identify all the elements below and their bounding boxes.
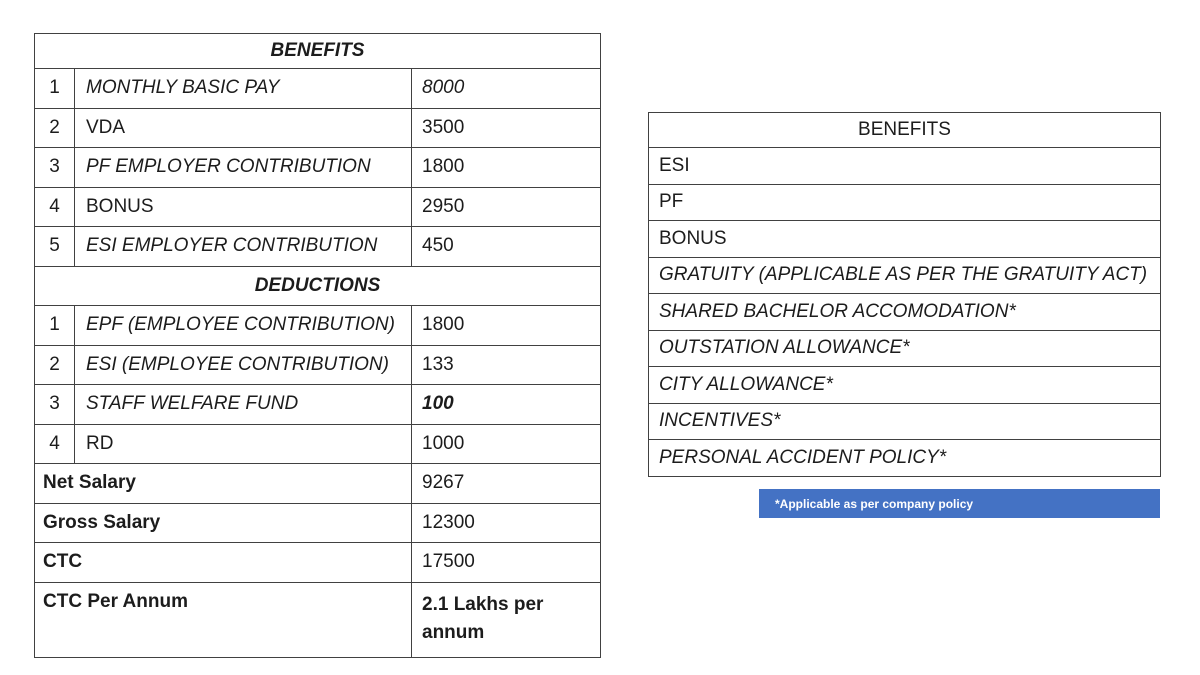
- benefit-item: ESI: [649, 148, 1161, 185]
- summary-value: [412, 582, 601, 657]
- row-number: 5: [35, 227, 75, 267]
- benefit-item: PF: [649, 184, 1161, 221]
- row-value: 100: [412, 385, 601, 425]
- summary-value: 12300: [412, 503, 601, 543]
- row-label: STAFF WELFARE FUND: [75, 385, 412, 425]
- row-number: 4: [35, 187, 75, 227]
- table-row: [35, 34, 601, 69]
- row-value: 8000: [412, 69, 601, 109]
- summary-value: 9267: [412, 464, 601, 504]
- footnote-badge: [759, 489, 1160, 518]
- table-row: [35, 424, 601, 464]
- summary-value: 17500: [412, 543, 601, 583]
- table-row: [649, 440, 1161, 477]
- table-row: [35, 582, 601, 657]
- table-row: [649, 294, 1161, 331]
- benefit-item: INCENTIVES*: [649, 403, 1161, 440]
- table-row: [35, 69, 601, 109]
- table-row: [35, 266, 601, 306]
- row-value: 450: [412, 227, 601, 267]
- table-row: [35, 306, 601, 346]
- row-label: RD: [75, 424, 412, 464]
- row-label: ESI (EMPLOYEE CONTRIBUTION): [75, 345, 412, 385]
- row-label: VDA: [75, 108, 412, 148]
- row-number: 4: [35, 424, 75, 464]
- footnote-text: *Applicable as per company policy: [775, 496, 974, 511]
- row-label: PF EMPLOYER CONTRIBUTION: [75, 148, 412, 188]
- row-value: 1000: [412, 424, 601, 464]
- row-value: 1800: [412, 306, 601, 346]
- table-row: [35, 345, 601, 385]
- summary-label: CTC Per Annum: [35, 582, 412, 657]
- benefit-item: CITY ALLOWANCE*: [649, 367, 1161, 404]
- table-row: [649, 257, 1161, 294]
- deductions-section-header: DEDUCTIONS: [35, 266, 601, 306]
- benefit-item: BONUS: [649, 221, 1161, 258]
- table-row: [35, 543, 601, 583]
- summary-label: Net Salary: [35, 464, 412, 504]
- table-row: [649, 367, 1161, 404]
- row-number: 1: [35, 306, 75, 346]
- summary-label: Gross Salary: [35, 503, 412, 543]
- table-row: [35, 464, 601, 504]
- benefits-list-header: BENEFITS: [649, 113, 1161, 148]
- table-row: [35, 503, 601, 543]
- summary-label: CTC: [35, 543, 412, 583]
- row-value: 2950: [412, 187, 601, 227]
- benefit-item: OUTSTATION ALLOWANCE*: [649, 330, 1161, 367]
- row-value: 3500: [412, 108, 601, 148]
- row-number: 2: [35, 108, 75, 148]
- benefits-section-header: BENEFITS: [35, 34, 601, 69]
- benefit-item: SHARED BACHELOR ACCOMODATION*: [649, 294, 1161, 331]
- row-number: 3: [35, 385, 75, 425]
- summary-value-text: 2.1 Lakhs per annum: [422, 593, 544, 643]
- table-row: [649, 184, 1161, 221]
- row-number: 3: [35, 148, 75, 188]
- row-number: 1: [35, 69, 75, 109]
- benefit-item: PERSONAL ACCIDENT POLICY*: [649, 440, 1161, 477]
- table-row: [649, 148, 1161, 185]
- table-row: [35, 187, 601, 227]
- row-label: MONTHLY BASIC PAY: [75, 69, 412, 109]
- row-value: 1800: [412, 148, 601, 188]
- table-row: [649, 330, 1161, 367]
- table-row: [35, 108, 601, 148]
- table-row: [649, 113, 1161, 148]
- table-row: [649, 403, 1161, 440]
- row-number: 2: [35, 345, 75, 385]
- benefit-item: GRATUITY (APPLICABLE AS PER THE GRATUITY ACT): [649, 257, 1161, 294]
- table-row: [35, 385, 601, 425]
- row-label: EPF (EMPLOYEE CONTRIBUTION): [75, 306, 412, 346]
- benefits-list-table: [648, 112, 1161, 477]
- row-value: 133: [412, 345, 601, 385]
- salary-table: [34, 33, 601, 658]
- row-label: BONUS: [75, 187, 412, 227]
- table-row: [649, 221, 1161, 258]
- row-label: ESI EMPLOYER CONTRIBUTION: [75, 227, 412, 267]
- table-row: [35, 227, 601, 267]
- table-row: [35, 148, 601, 188]
